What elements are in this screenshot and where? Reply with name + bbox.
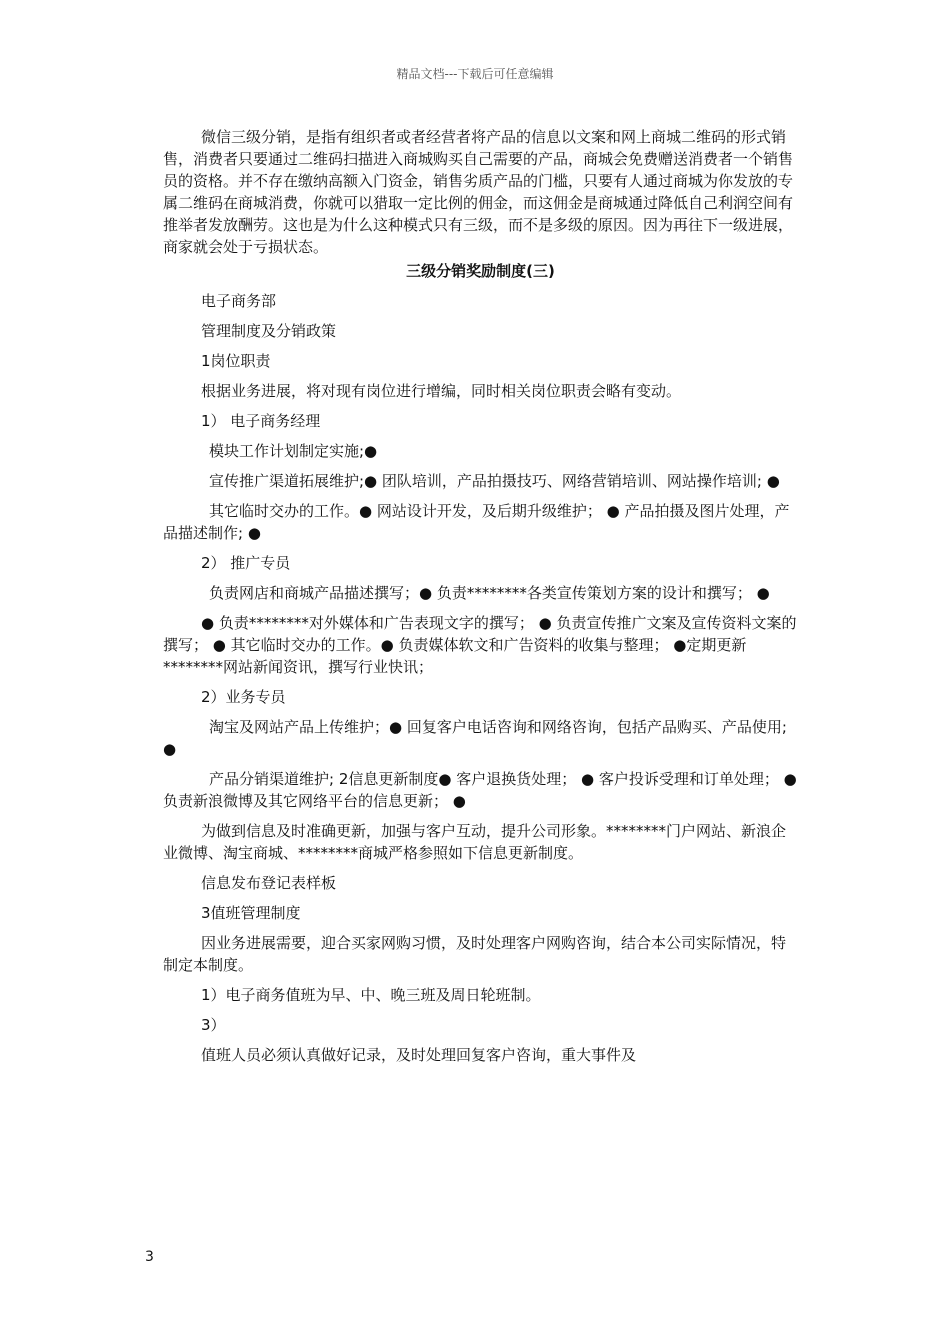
- paragraph-item: ● 负责********对外媒体和广告表现文字的撰写； ● 负责宣传推广文案及宣传资料文案的撰写； ● 其它临时交办的工作。● 负责媒体软文和广告资料的收集与整理； ●定期更新********网站新闻资讯，撰写行业快讯；: [163, 614, 797, 676]
- paragraph-heading-1: 1岗位职责: [201, 352, 271, 370]
- paragraph-department: 电子商务部: [201, 292, 277, 310]
- paragraph-text: 为做到信息及时准确更新，加强与客户互动，提升公司形象。********门户网站、新浪企业微博、淘宝商城、********商城严格参照如下信息更新制度。: [163, 822, 787, 862]
- paragraph-item: 其它临时交办的工作。● 网站设计开发，及后期升级维护； ● 产品拍摄及图片处理，产品描述制作; ●: [163, 502, 790, 542]
- paragraph-heading-3: 3值班管理制度: [201, 904, 301, 922]
- paragraph-text: 根据业务进展，将对现有岗位进行增编，同时相关岗位职责会略有变动。: [201, 382, 682, 400]
- paragraph-subheading: 2） 推广专员: [201, 554, 291, 572]
- paragraph-item: 模块工作计划制定实施;●: [209, 442, 378, 460]
- paragraph-policy: 管理制度及分销政策: [201, 322, 337, 340]
- paragraph-subheading: 1） 电子商务经理: [201, 412, 321, 430]
- paragraph-item: 淘宝及网站产品上传维护；● 回复客户电话咨询和网络咨询，包括产品购买、产品使用; ●: [163, 718, 787, 758]
- page-number: 3: [145, 1249, 154, 1265]
- paragraph-text: 3）: [201, 1016, 226, 1034]
- page-header: 精品文档---下载后可任意编辑: [396, 67, 554, 81]
- paragraph-text: 1）电子商务值班为早、中、晚三班及周日轮班制。: [201, 986, 541, 1004]
- paragraph-item: 产品分销渠道维护; 2信息更新制度● 客户退换货处理； ● 客户投诉受理和订单处理； ● 负责新浪微博及其它网络平台的信息更新； ●: [163, 770, 797, 810]
- paragraph-intro: 微信三级分销，是指有组织者或者经营者将产品的信息以文案和网上商城二维码的形式销售，消费者只要通过二维码扫描进入商城购买自己需要的产品，商城会免费赠送消费者一个销售员的资格。并不存在缴纳高额入门资金，销售劣质产品的门槛，只要有人通过商城为你发放的专属二维码在商城消费，你就可以猎取一定比例的佣金，而这佣金是商城通过降低自己利润空间有推举者发放酬劳。这也是为什么这种模式只有三级，而不是多级的原因。因为再往下一级进展，商家就会处于亏损状态。: [163, 128, 794, 256]
- paragraph-text: 信息发布登记表样板: [201, 874, 337, 892]
- section-title: 三级分销奖励制度(三): [406, 262, 555, 280]
- paragraph-subheading: 2）业务专员: [201, 688, 286, 706]
- paragraph-item: 负责网店和商城产品描述撰写；● 负责********各类宣传策划方案的设计和撰写； ●: [209, 584, 770, 602]
- paragraph-text: 因业务进展需要，迎合买家网购习惯，及时处理客户网购咨询，结合本公司实际情况，特制定本制度。: [163, 934, 787, 974]
- paragraph-item: 宣传推广渠道拓展维护;● 团队培训，产品拍摄技巧、网络营销培训、网站操作培训; ●: [209, 472, 780, 490]
- paragraph-text: 值班人员必须认真做好记录，及时处理回复客户咨询，重大事件及: [201, 1046, 637, 1064]
- document-body: [163, 126, 798, 1066]
